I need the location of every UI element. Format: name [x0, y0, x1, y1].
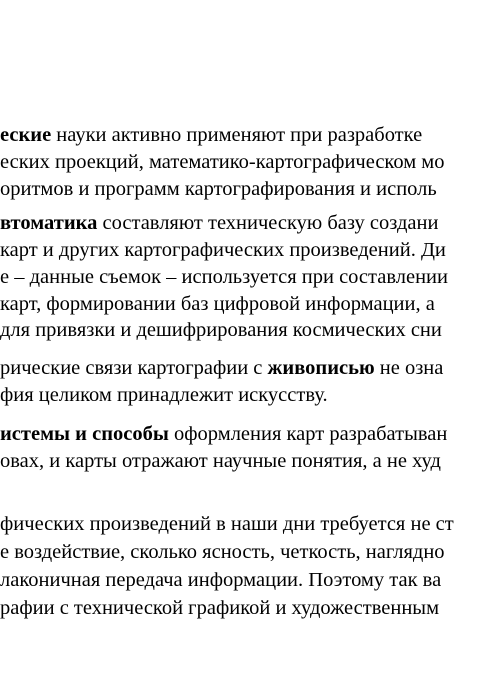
text-line: оритмов и программ картографирования и исполь: [0, 178, 437, 200]
text-line: е – данные съемок – используется при составлении: [0, 266, 448, 288]
text-line: овах, и карты отражают научные понятия, а не худ: [0, 450, 441, 472]
text-line: карт и других картографических произведений. Ди: [0, 239, 446, 261]
text-line: истемы и способы оформления карт разрабатыван: [0, 423, 448, 445]
text-line: рические связи картографии с живописью не озна: [0, 357, 444, 379]
text-line: рафии с технической графикой и художественным: [0, 597, 440, 619]
text-line: фия целиком принадлежит искусству.: [0, 384, 328, 406]
text-line: карт, формировании баз цифровой информации, а: [0, 293, 435, 315]
text-line: лаконичная передача информации. Поэтому так ва: [0, 569, 442, 591]
text-line: е воздействие, сколько ясность, четкость, наглядно: [0, 541, 445, 563]
text-line: еские науки активно применяют при разработке: [0, 124, 423, 146]
text-line: еских проекций, математико-картографическом мо: [0, 151, 445, 173]
text-line: втоматика составляют техническую базу создани: [0, 212, 439, 234]
text-line: фических произведений в наши дни требуется не ст: [0, 513, 454, 535]
text-line: для привязки и дешифрирования космических сни: [0, 319, 442, 341]
